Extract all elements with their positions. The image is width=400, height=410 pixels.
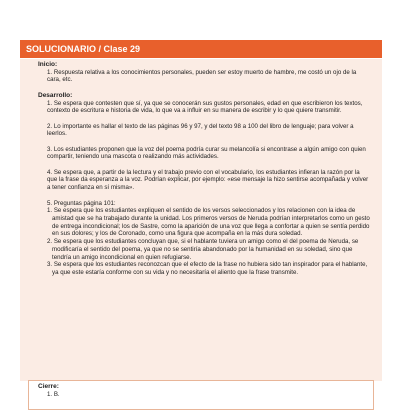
page-title-bar <box>20 40 382 58</box>
desarrollo-subitem-3: 3. Se espera que los estudiantes reconozcan que el efecto de la frase no hubiera sido tan inspirador para el hablante, ya que este estaría conforme con su vida y no necesitaría el aliento que la frase transmite. <box>47 261 368 276</box>
desarrollo-item-4: 4. Se espera que, a partir de la lectura y el trabajo previo con el vocabulario, los estudiantes infieran la razón por la que la frase da esperanza a la voz. Podrían explicar, por ejemplo: «ese mensaje la hizo sentirse acompañada y volver a tener confianza en sí misma». <box>47 168 369 192</box>
desarrollo-label: Desarrollo: <box>38 91 73 99</box>
answer-content <box>38 61 370 277</box>
desarrollo-item-5-title: 5. Preguntas página 101: <box>47 199 116 207</box>
inicio-item: 1. Respuesta relativa a los conocimientos personales, pueden ser estoy muerto de hambre, me costó un ojo de la cara, etc. <box>47 68 357 84</box>
desarrollo-subitem-1: 1. Se espera que los estudiantes expliquen el sentido de los versos seleccionados y los relacionen con la idea de amistad que se ha trabajado durante la unidad. Los primeros versos de Neruda podrían interpretarlos como un gesto de entrega incondicional; los de Sastre, como la aparición de una voz que llega a confortar a quien se sentía perdido en sus dolores; y los de Coronado, como una figura que acompaña en la más dura soledad. <box>47 207 370 238</box>
cierre-label: Cierre: <box>38 383 59 390</box>
cierre-item: 1. B. <box>47 390 60 398</box>
inicio-label: Inicio: <box>38 61 58 68</box>
page-title: SOLUCIONARIO / Clase 29 <box>26 44 141 54</box>
desarrollo-item-3: 3. Los estudiantes proponen que la voz del poema podría curar su melancolía si encontrase a algún amigo con quien compartir, teniendo una mascota o realizando más actividades. <box>47 145 366 161</box>
desarrollo-subitem-2: 2. Se espera que los estudiantes concluyan que, si el hablante tuviera un amigo como el del poema de Neruda, se modificaría el sentido del poema, ya que no se sentiría abandonado por la humanidad en su soledad, sino que tendría un amigo incondicional en quien refugiarse. <box>47 238 359 261</box>
cierre-content <box>38 383 358 398</box>
desarrollo-item-1: 1. Se espera que contesten que sí, ya que se conocerán sus gustos personales, edad en que escribieron los textos, contexto de escritura e historia de vida, lo que va a influir en su manera de escribir y lo que quiere transmitir. <box>47 99 363 115</box>
desarrollo-item-2: 2. Lo importante es hallar el texto de las páginas 96 y 97, y del texto 98 a 100 del libro de lenguaje; para volver a leerlos. <box>47 122 354 138</box>
